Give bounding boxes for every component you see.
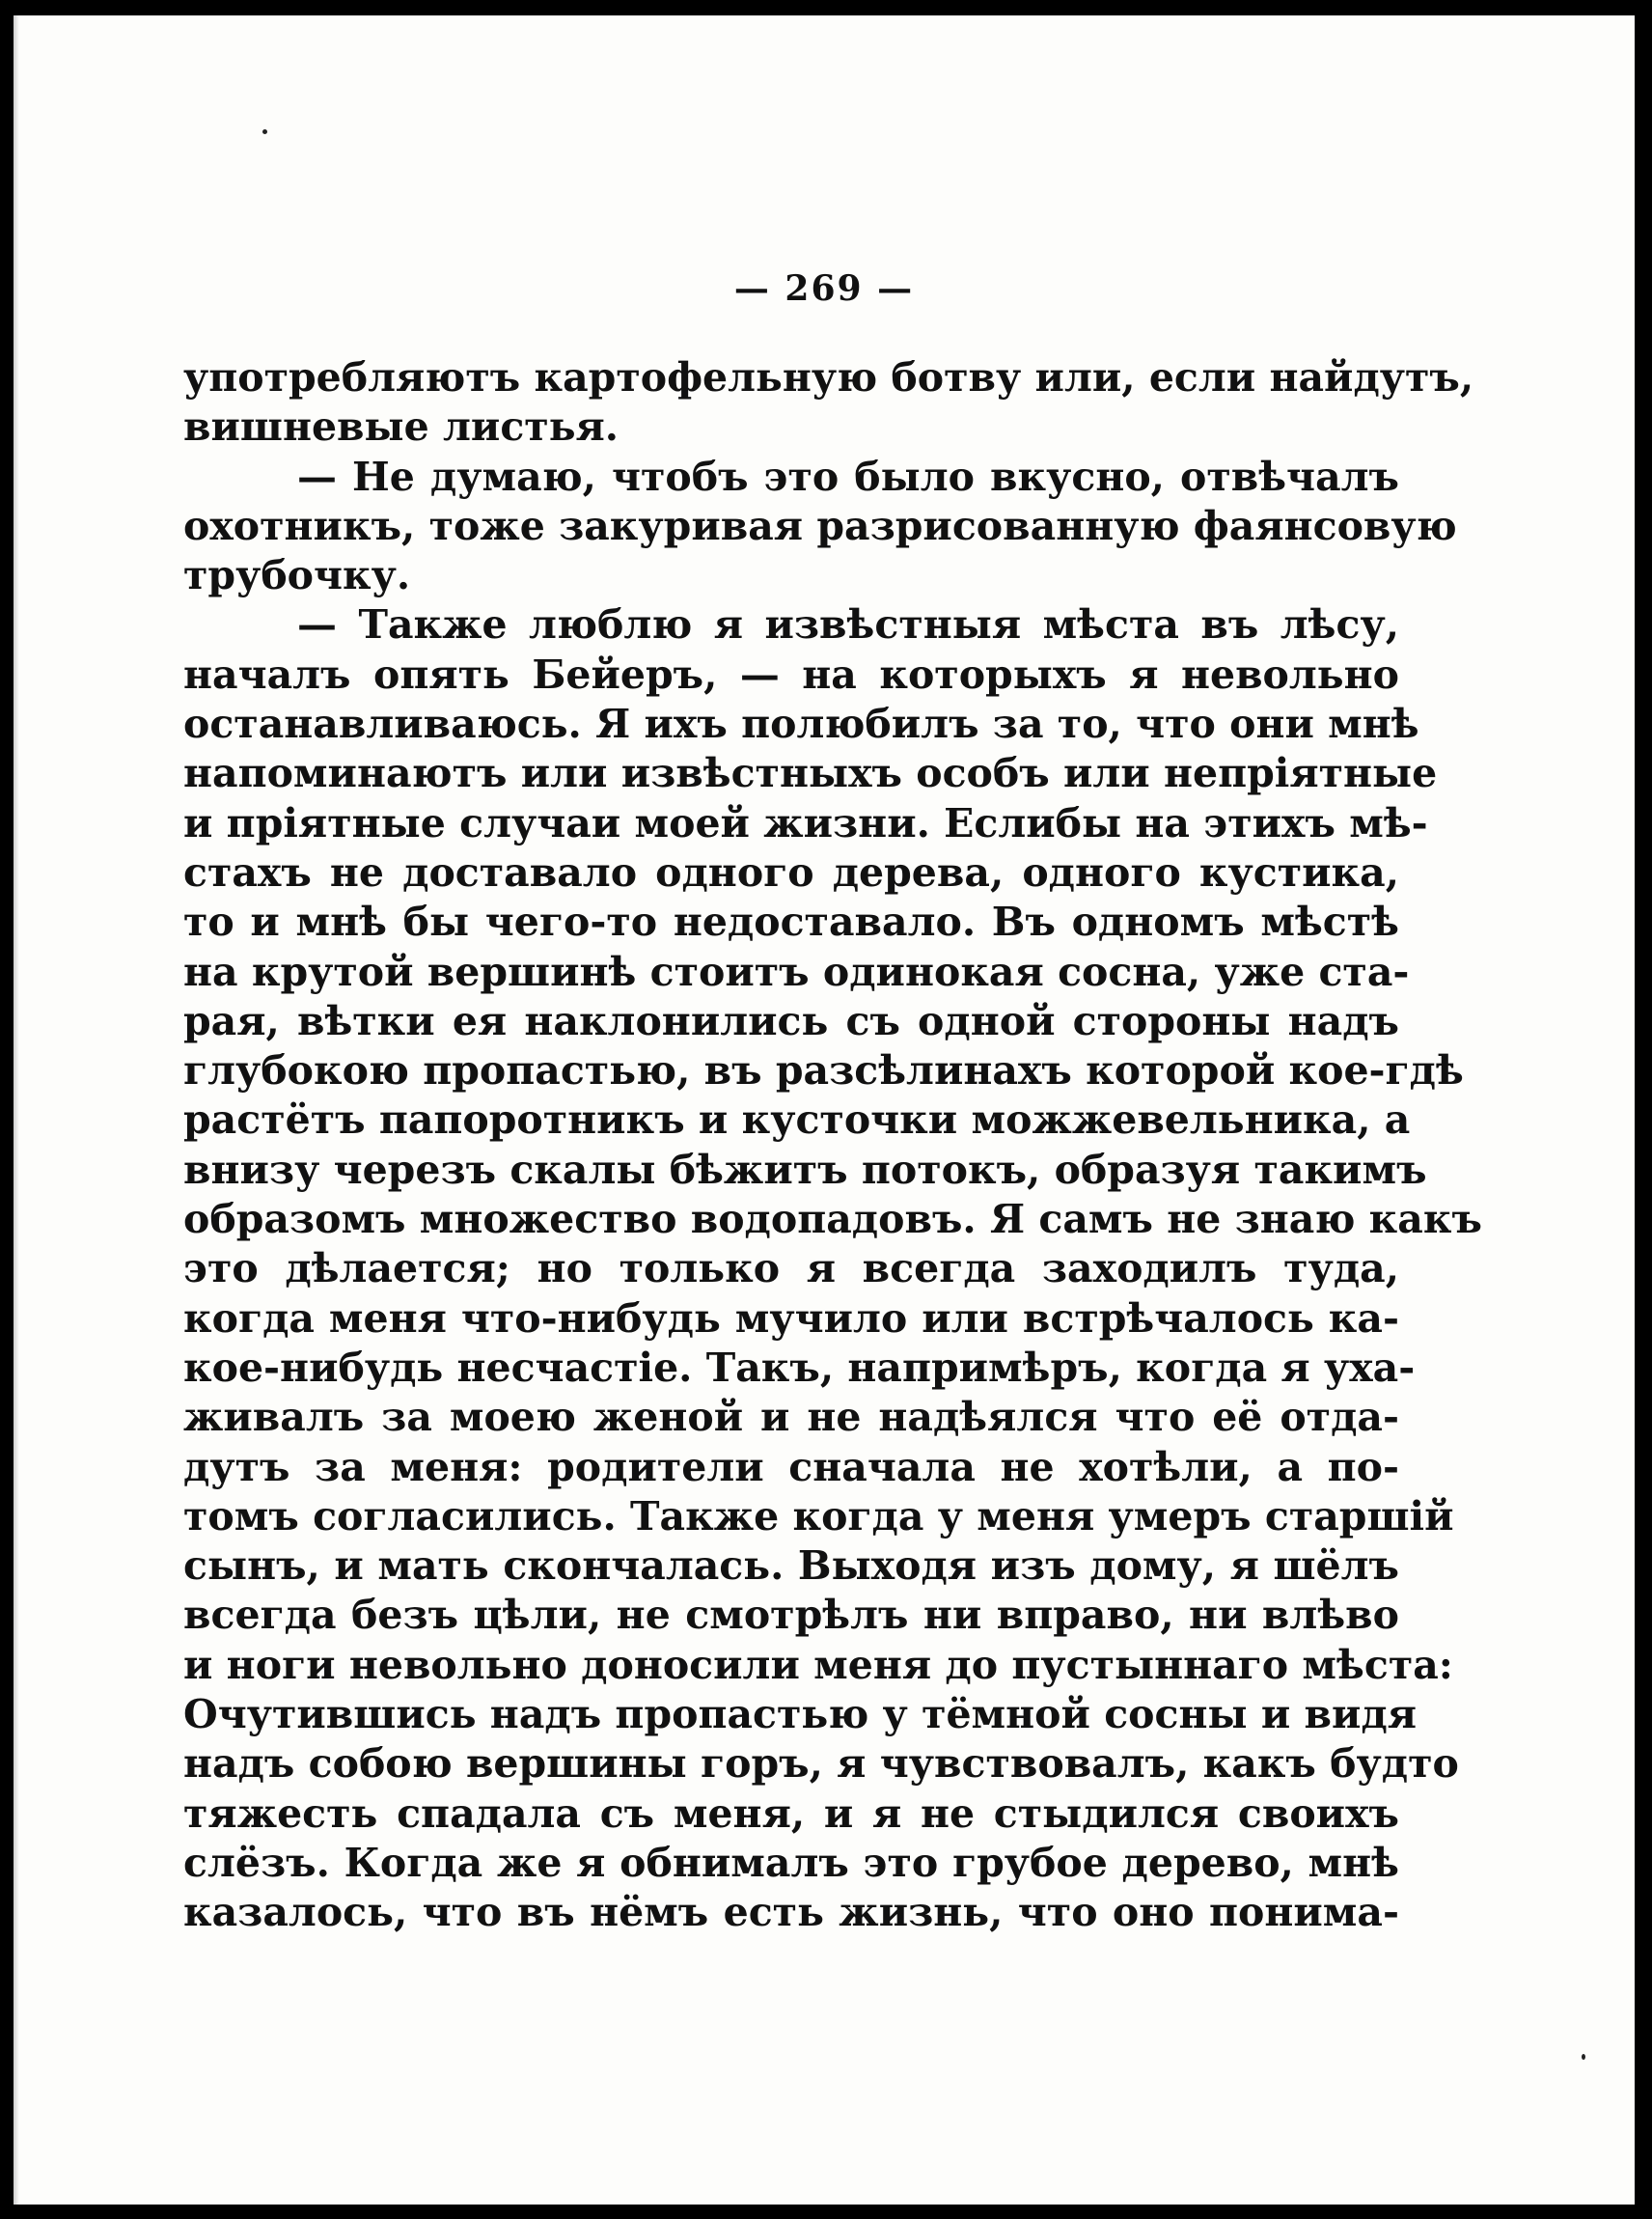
- text-line: охотникъ, тоже закуривая разрисованную фаянсовую: [183, 502, 1457, 549]
- text-line: это дѣлается; но только я всегда заходилъ туда,: [183, 1245, 1399, 1292]
- text-line: рая, вѣтки ея наклонились съ одной стороны надъ: [183, 997, 1399, 1044]
- text-line: живалъ за моею женой и не надѣялся что её отда-: [183, 1394, 1399, 1441]
- text-line: растётъ папоротникъ и кусточки можжевельника, а: [183, 1096, 1411, 1144]
- text-line: трубочку.: [183, 552, 411, 599]
- text-line: томъ согласились. Также когда у меня умеръ старшій: [183, 1492, 1454, 1539]
- book-page: [14, 15, 1635, 2205]
- text-line: и пріятные случаи моей жизни. Еслибы на этихъ мѣ-: [183, 799, 1428, 846]
- text-line: когда меня что-нибудь мучило или встрѣчалось ка-: [183, 1294, 1399, 1342]
- text-line: всегда безъ цѣли, не смотрѣлъ ни вправо, ни влѣво: [183, 1592, 1399, 1639]
- text-line: вишневые листья.: [183, 403, 620, 451]
- text-line: употребляютъ картофельную ботву или, если найдутъ,: [183, 354, 1474, 401]
- text-line: глубокою пропастью, въ разсѣлинахъ которой кое-гдѣ: [183, 1047, 1464, 1095]
- text-line: то и мнѣ бы чего-то недоставало. Въ одномъ мѣстѣ: [183, 899, 1399, 946]
- text-line: на крутой вершинѣ стоитъ одинокая сосна, уже ста-: [183, 948, 1410, 995]
- ink-speck: [262, 129, 267, 134]
- text-line: началъ опять Бейеръ, — на которыхъ я невольно: [183, 651, 1399, 698]
- text-line: останавливаюсь. Я ихъ полюбилъ за то, что они мнѣ: [183, 701, 1419, 748]
- ink-speck: [1582, 2054, 1585, 2060]
- text-line: — Не думаю, чтобъ это было вкусно, отвѣчалъ: [297, 453, 1399, 500]
- text-line: надъ собою вершины горъ, я чувствовалъ, какъ будто: [183, 1740, 1459, 1788]
- text-line: Очутившись надъ пропастью у тёмной сосны и видя: [183, 1691, 1418, 1738]
- text-line: напоминаютъ или извѣстныхъ особъ или непріятные: [183, 750, 1438, 797]
- text-line: дутъ за меня: родители сначала не хотѣли, а по-: [183, 1443, 1399, 1490]
- text-line: слёзъ. Когда же я обнималъ это грубое дерево, мнѣ: [183, 1839, 1399, 1886]
- text-line: тяжесть спадала съ меня, и я не стыдился своихъ: [183, 1789, 1399, 1837]
- text-line: кое-нибудь несчастіе. Такъ, напримѣръ, когда я уха-: [183, 1344, 1416, 1391]
- text-line: сынъ, и мать скончалась. Выходя изъ дому, я шёлъ: [183, 1542, 1399, 1590]
- scan-edge: [14, 15, 19, 2205]
- text-line: — Также люблю я извѣстныя мѣста въ лѣсу,: [297, 601, 1399, 649]
- page-number: — 269 —: [733, 268, 915, 309]
- text-line: образомъ множество водопадовъ. Я самъ не знаю какъ: [183, 1196, 1482, 1243]
- text-line: казалось, что въ нёмъ есть жизнь, что оно понима-: [183, 1889, 1399, 1936]
- text-line: внизу черезъ скалы бѣжитъ потокъ, образуя такимъ: [183, 1146, 1427, 1193]
- text-line: и ноги невольно доносили меня до пустыннаго мѣста:: [183, 1641, 1453, 1688]
- text-line: стахъ не доставало одного дерева, одного кустика,: [183, 848, 1399, 896]
- body-text: [183, 353, 1482, 1938]
